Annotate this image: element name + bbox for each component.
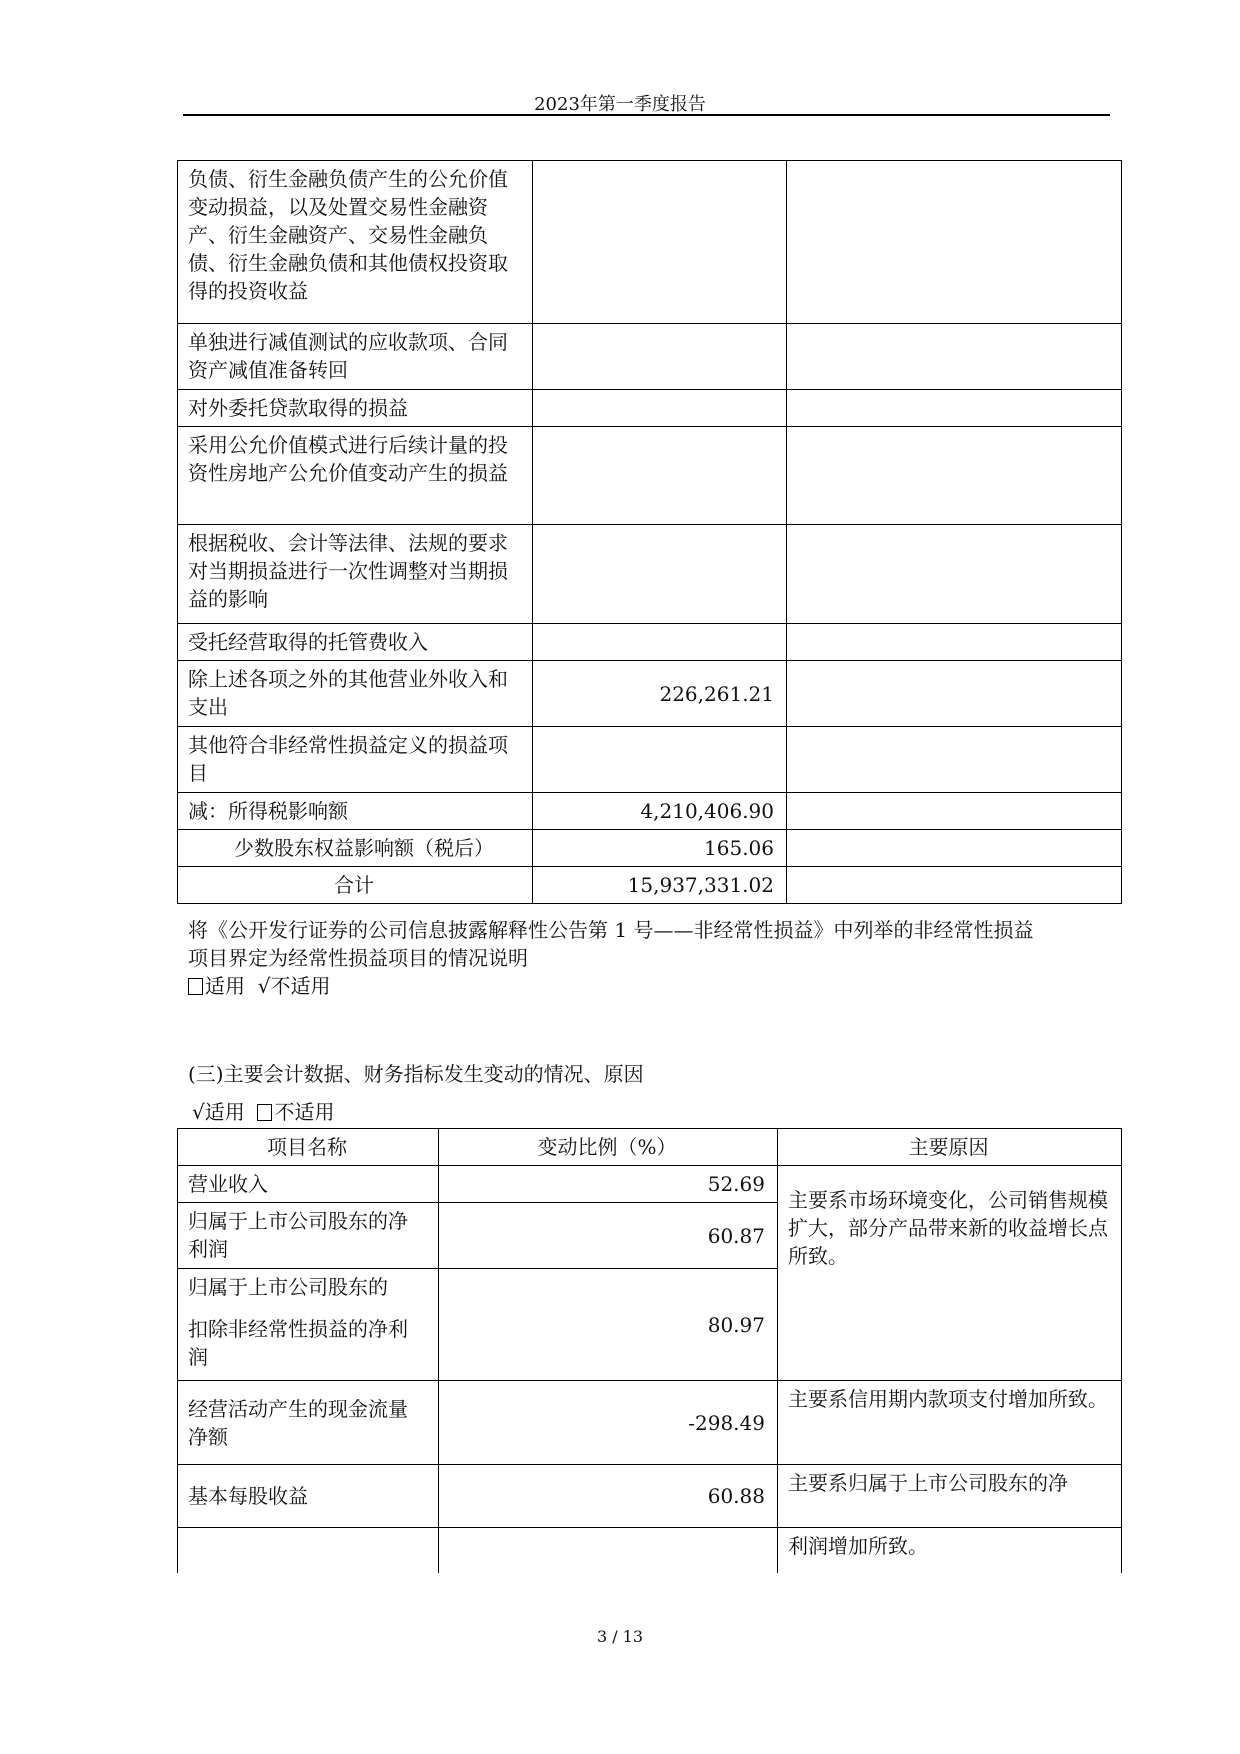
item-cell: 除上述各项之外的其他营业外收入和支出: [178, 661, 533, 727]
header-rule: [183, 114, 1110, 116]
non-recurring-gains-table: [177, 160, 1122, 904]
applicability-line: [188, 972, 1033, 1000]
item-line-1: 归属于上市公司股东的: [188, 1275, 388, 1299]
amount-cell: [533, 525, 787, 624]
table-row: [178, 324, 1122, 390]
ratio-cell: 80.97: [439, 1269, 778, 1381]
section-3-applicability: [192, 1098, 334, 1126]
reason-text: 主要系市场环境变化，公司销售规模扩大，部分产品带来新的收益增长点所致。: [788, 1188, 1108, 1268]
checkbox-empty-icon: [188, 978, 203, 995]
table-row: [178, 793, 1122, 830]
note-cell: [787, 161, 1122, 324]
amount-cell: [533, 390, 787, 427]
table-row: [178, 525, 1122, 624]
amount-cell: 4,210,406.90: [533, 793, 787, 830]
ratio-cell: [439, 1528, 778, 1573]
total-label-cell: 合计: [178, 867, 533, 904]
item-cell: [178, 1269, 439, 1381]
total-amount-cell: 15,937,331.02: [533, 867, 787, 904]
table-row: [178, 427, 1122, 525]
page-number: 3 / 13: [596, 1627, 644, 1646]
report-header-title: 2023年第一季度报告: [534, 94, 706, 115]
table-row: [178, 661, 1122, 727]
not-applicable-label: √不适用: [257, 974, 331, 998]
note-cell: [787, 727, 1122, 793]
item-cell: 其他符合非经常性损益定义的损益项目: [178, 727, 533, 793]
note-cell: [787, 661, 1122, 727]
item-cell: 负债、衍生金融负债产生的公允价值变动损益，以及处置交易性金融资产、衍生金融资产、交易性金融负债、衍生金融负债和其他债权投资取得的投资收益: [178, 161, 533, 324]
ratio-cell: 52.69: [439, 1166, 778, 1203]
header-item-name: 项目名称: [178, 1129, 439, 1166]
table-row: [178, 1465, 1122, 1528]
item-cell: 经营活动产生的现金流量净额: [178, 1381, 439, 1465]
reclassification-note: [188, 916, 1033, 1000]
item-cell: 少数股东权益影响额（税后）: [178, 830, 533, 867]
item-cell: 减：所得税影响额: [178, 793, 533, 830]
table-row: [178, 1381, 1122, 1465]
note-cell: [787, 525, 1122, 624]
table-row: [178, 830, 1122, 867]
item-cell: [178, 1528, 439, 1573]
table-row: [178, 624, 1122, 661]
item-cell: 归属于上市公司股东的净利润: [178, 1203, 439, 1269]
amount-cell: [533, 727, 787, 793]
item-cell: 采用公允价值模式进行后续计量的投资性房地产公允价值变动产生的损益: [178, 427, 533, 525]
note-cell: [787, 867, 1122, 904]
amount-cell: 226,261.21: [533, 661, 787, 727]
header-main-reason: 主要原因: [778, 1129, 1122, 1166]
note-cell: [787, 830, 1122, 867]
checkbox-empty-icon: [257, 1104, 272, 1121]
item-cell: 单独进行减值测试的应收款项、合同资产减值准备转回: [178, 324, 533, 390]
reason-cell: 利润增加所致。: [778, 1528, 1122, 1573]
amount-cell: [533, 324, 787, 390]
amount-cell: [533, 161, 787, 324]
note-line-1: 将《公开发行证券的公司信息披露解释性公告第 1 号——非经常性损益》中列举的非经常性损益: [188, 918, 1034, 942]
table-row: [178, 1528, 1122, 1573]
table-row: [178, 390, 1122, 427]
table-header-row: [178, 1129, 1122, 1166]
reason-cell: 主要系归属于上市公司股东的净: [778, 1465, 1122, 1528]
note-cell: [787, 793, 1122, 830]
amount-cell: [533, 624, 787, 661]
table-row: [178, 727, 1122, 793]
note-cell: [787, 427, 1122, 525]
ratio-cell: 60.87: [439, 1203, 778, 1269]
item-line-2: 扣除非经常性损益的净利润: [188, 1317, 408, 1369]
financial-changes-table: [177, 1128, 1122, 1573]
section-3-title: (三)主要会计数据、财务指标发生变动的情况、原因: [188, 1062, 644, 1086]
note-cell: [787, 624, 1122, 661]
note-line-2: 项目界定为经常性损益项目的情况说明: [188, 946, 528, 970]
table-row: [178, 161, 1122, 324]
item-cell: 营业收入: [178, 1166, 439, 1203]
table-row: [178, 1166, 1122, 1203]
item-cell: 受托经营取得的托管费收入: [178, 624, 533, 661]
reason-cell: 主要系信用期内款项支付增加所致。: [778, 1381, 1122, 1465]
item-cell: 对外委托贷款取得的损益: [178, 390, 533, 427]
item-cell: 基本每股收益: [178, 1465, 439, 1528]
header-change-ratio: 变动比例（%）: [439, 1129, 778, 1166]
item-cell: 根据税收、会计等法律、法规的要求对当期损益进行一次性调整对当期损益的影响: [178, 525, 533, 624]
note-cell: [787, 390, 1122, 427]
amount-cell: [533, 427, 787, 525]
applicable-label: 适用: [205, 974, 245, 998]
applicable-label: √适用: [192, 1100, 245, 1124]
ratio-cell: -298.49: [439, 1381, 778, 1465]
note-cell: [787, 324, 1122, 390]
merged-reason-cell: [778, 1166, 1122, 1381]
not-applicable-label: 不适用: [274, 1100, 335, 1124]
table-row: [178, 867, 1122, 904]
ratio-cell: 60.88: [439, 1465, 778, 1528]
amount-cell: 165.06: [533, 830, 787, 867]
